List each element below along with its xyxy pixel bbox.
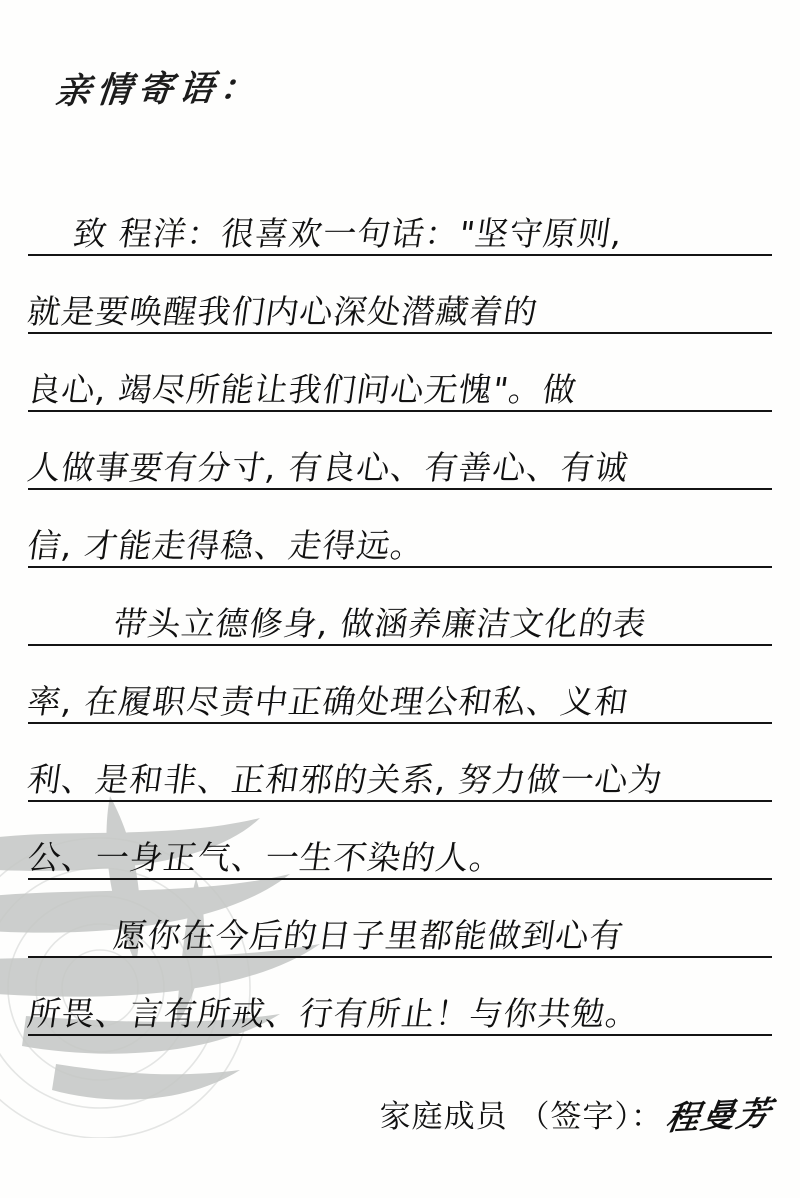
body-line xyxy=(24,442,772,489)
signature-label: 家庭成员 （签字）： xyxy=(379,1099,663,1135)
body-line xyxy=(24,988,772,1035)
body-line-text: 率, 在履职尽责中正确处理公和私、义和 xyxy=(24,682,632,721)
body-line xyxy=(24,520,772,567)
signature-name: 程曼芳 xyxy=(663,1093,776,1138)
body-line-text: 致 程洋：很喜欢一句话："坚守原则, xyxy=(70,214,626,253)
body-line-text: 公、一身正气、一生不染的人。 xyxy=(24,838,507,877)
body-line-text: 人做事要有分寸, 有良心、有善心、有诚 xyxy=(24,448,632,487)
body-line-text: 信, 才能走得稳、走得远。 xyxy=(24,526,428,565)
body-line-text: 良心, 竭尽所能让我们问心无愧"。做 xyxy=(24,370,580,409)
body-line-text: 带头立德修身, 做涵养廉洁文化的表 xyxy=(110,604,650,643)
body-line xyxy=(28,208,800,255)
body-line xyxy=(24,364,772,411)
body-line xyxy=(28,910,800,957)
body-line xyxy=(24,832,772,879)
signature-row xyxy=(28,1090,778,1137)
ruled-writing-area xyxy=(24,182,772,1062)
body-line-text: 愿你在今后的日子里都能做到心有 xyxy=(110,916,627,955)
body-line-text: 所畏、言有所戒、行有所止！与你共勉。 xyxy=(24,994,643,1033)
body-line xyxy=(24,754,772,801)
body-line-text: 利、是和非、正和邪的关系, 努力做一心为 xyxy=(24,760,666,799)
page-title: 亲情寄语： xyxy=(53,67,263,113)
body-line-text: 就是要唤醒我们内心深处潜藏着的 xyxy=(24,292,541,331)
body-line xyxy=(24,286,772,333)
body-line xyxy=(24,676,772,723)
body-line xyxy=(28,598,800,645)
